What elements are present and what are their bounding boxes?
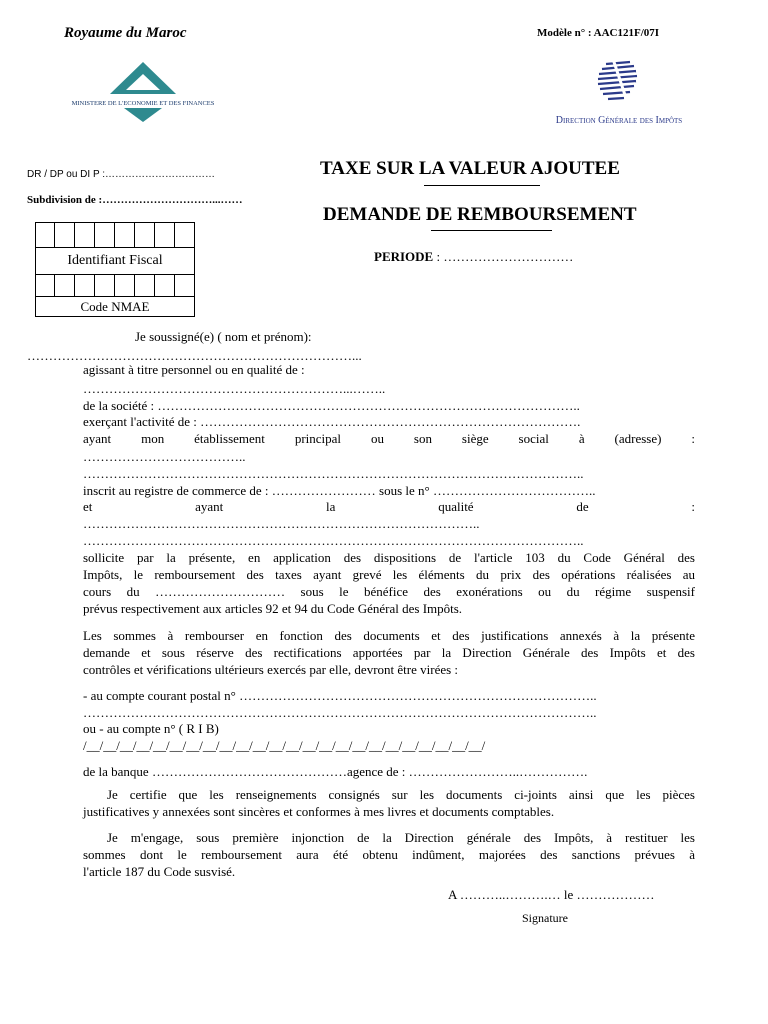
place-date-field[interactable]: A ………..……….… le ………………: [448, 887, 655, 902]
periode-value[interactable]: : …………………………: [433, 249, 574, 264]
rib-boxes[interactable]: /__/__/__/__/__/__/__/__/__/__/__/__/__/__/__/__/__/__/__/__/__/__/__/__/: [83, 738, 486, 753]
title-underline: [424, 185, 540, 186]
certify-line: justificatives y annexées sont sincères et conformes à mes livres et documents comptables.: [83, 804, 555, 819]
postal-account-field[interactable]: - au compte courant postal n° ………………………………………………………………………..: [83, 688, 597, 703]
certify-line: Je certifie que les renseignements consignés sur les documents ci-joints ainsi que les pièces: [107, 787, 695, 802]
address-field-2[interactable]: ……………………………………………………………………………………………………..: [83, 466, 584, 481]
nmae-digit[interactable]: [36, 275, 55, 297]
engage-line: l'article 187 du Code susvisé.: [83, 864, 236, 879]
ministry-emblem-icon: [48, 60, 238, 122]
request-paragraph-line: sollicite par la présente, en application des dispositions de l'article 103 du Code Général des: [83, 550, 695, 565]
fiscal-id-digit[interactable]: [155, 223, 175, 248]
engage-line: Je m'engage, sous première injonction de la Direction générale des Impôts, à restituer les: [107, 830, 695, 845]
dgi-emblem-icon: [524, 48, 714, 108]
nmae-digit[interactable]: [55, 275, 75, 297]
subdivision-field[interactable]: Subdivision de :…………………………...……: [27, 194, 243, 206]
dgi-logo: [524, 48, 714, 138]
fiscal-id-digit[interactable]: [95, 223, 115, 248]
nmae-digit[interactable]: [75, 275, 95, 297]
capacity-label: agissant à titre personnel ou en qualité de :: [83, 362, 305, 377]
fiscal-id-label: Identifiant Fiscal: [36, 248, 195, 275]
ministry-logo-text: MINISTERE DE L'ECONOMIE ET DES FINANCES: [71, 100, 215, 107]
form-subtitle: DEMANDE DE REMBOURSEMENT: [323, 204, 637, 225]
company-field[interactable]: de la société : ……………………………………………………………………………………..: [83, 398, 580, 413]
request-paragraph-line: cours du ………………………… sous le bénéfice des exonérations ou du régime suspensif: [83, 584, 695, 599]
postal-account-field-2[interactable]: ………………………………………………………………………………………………………..: [83, 705, 597, 720]
declarant-name-field[interactable]: …………………………………………………………………...: [27, 348, 362, 363]
periode-label: PERIODE: [374, 249, 434, 264]
signature-label: Signature: [522, 911, 568, 925]
subtitle-underline: [431, 230, 552, 231]
fiscal-id-digit[interactable]: [36, 223, 55, 248]
fiscal-id-digit[interactable]: [115, 223, 135, 248]
trade-register-field[interactable]: inscrit au registre de commerce de : …………………… sous le n° ………………………………..: [83, 483, 596, 498]
address-label: ayant mon établissement principal ou son siège social à (adresse) :: [83, 431, 695, 446]
capacity-field[interactable]: ……………………………………………………...……..: [83, 381, 386, 396]
nmae-digit[interactable]: [95, 275, 115, 297]
periode-field[interactable]: [374, 249, 573, 265]
fiscal-id-digit[interactable]: [55, 223, 75, 248]
transfer-paragraph-line: contrôles et vérifications ultérieurs exercés par elle, devront être virées :: [83, 662, 459, 677]
ministry-logo: [48, 60, 238, 122]
fiscal-id-digit[interactable]: [75, 223, 95, 248]
transfer-paragraph-line: demande et sous réserve des rectifications apportées par la Direction Générale des Impôts et des: [83, 645, 695, 660]
dgi-logo-text: Direction Générale des Impôts: [555, 115, 683, 126]
nmae-digit[interactable]: [135, 275, 155, 297]
fiscal-id-box: [35, 222, 195, 317]
transfer-paragraph-line: Les sommes à rembourser en fonction des documents et des justifications annexés à la présente: [83, 628, 695, 643]
fiscal-id-digit[interactable]: [175, 223, 195, 248]
engage-line: sommes dont le remboursement aura été obtenu indûment, majorées des sanctions prévues à: [83, 847, 695, 862]
nmae-digit[interactable]: [155, 275, 175, 297]
request-paragraph-line: Impôts, le remboursement des taxes ayant grevé les éléments du prix des opérations réalisées au: [83, 567, 695, 582]
nmae-digit[interactable]: [115, 275, 135, 297]
fiscal-id-digit[interactable]: [135, 223, 155, 248]
bank-field[interactable]: de la banque ………………………………………agence de : ……………………..…………….: [83, 764, 588, 779]
quality-field[interactable]: ………………………………………………………………………………..: [83, 516, 480, 531]
dr-field[interactable]: DR / DP ou DI P :……………………………: [27, 169, 215, 180]
declarant-name-label: Je soussigné(e) ( nom et prénom):: [135, 329, 312, 344]
quality-field-2[interactable]: ……………………………………………………………………………………………………..: [83, 533, 584, 548]
model-number: Modèle n° : AAC121F/07I: [537, 27, 660, 39]
rib-label: ou - au compte n° ( R I B): [83, 721, 219, 736]
address-field[interactable]: ………………………………..: [83, 449, 246, 464]
nmae-digit[interactable]: [175, 275, 195, 297]
activity-field[interactable]: exerçant l'activité de : …………………………………………………………………………….: [83, 414, 581, 429]
form-title: TAXE SUR LA VALEUR AJOUTEE: [320, 158, 620, 179]
country-name: Royaume du Maroc: [64, 25, 187, 41]
request-paragraph-line: prévus respectivement aux articles 92 et 94 du Code Général des Impôts.: [83, 601, 463, 616]
quality-label: et ayant la qualité de :: [83, 499, 695, 514]
nmae-label: Code NMAE: [36, 297, 195, 317]
